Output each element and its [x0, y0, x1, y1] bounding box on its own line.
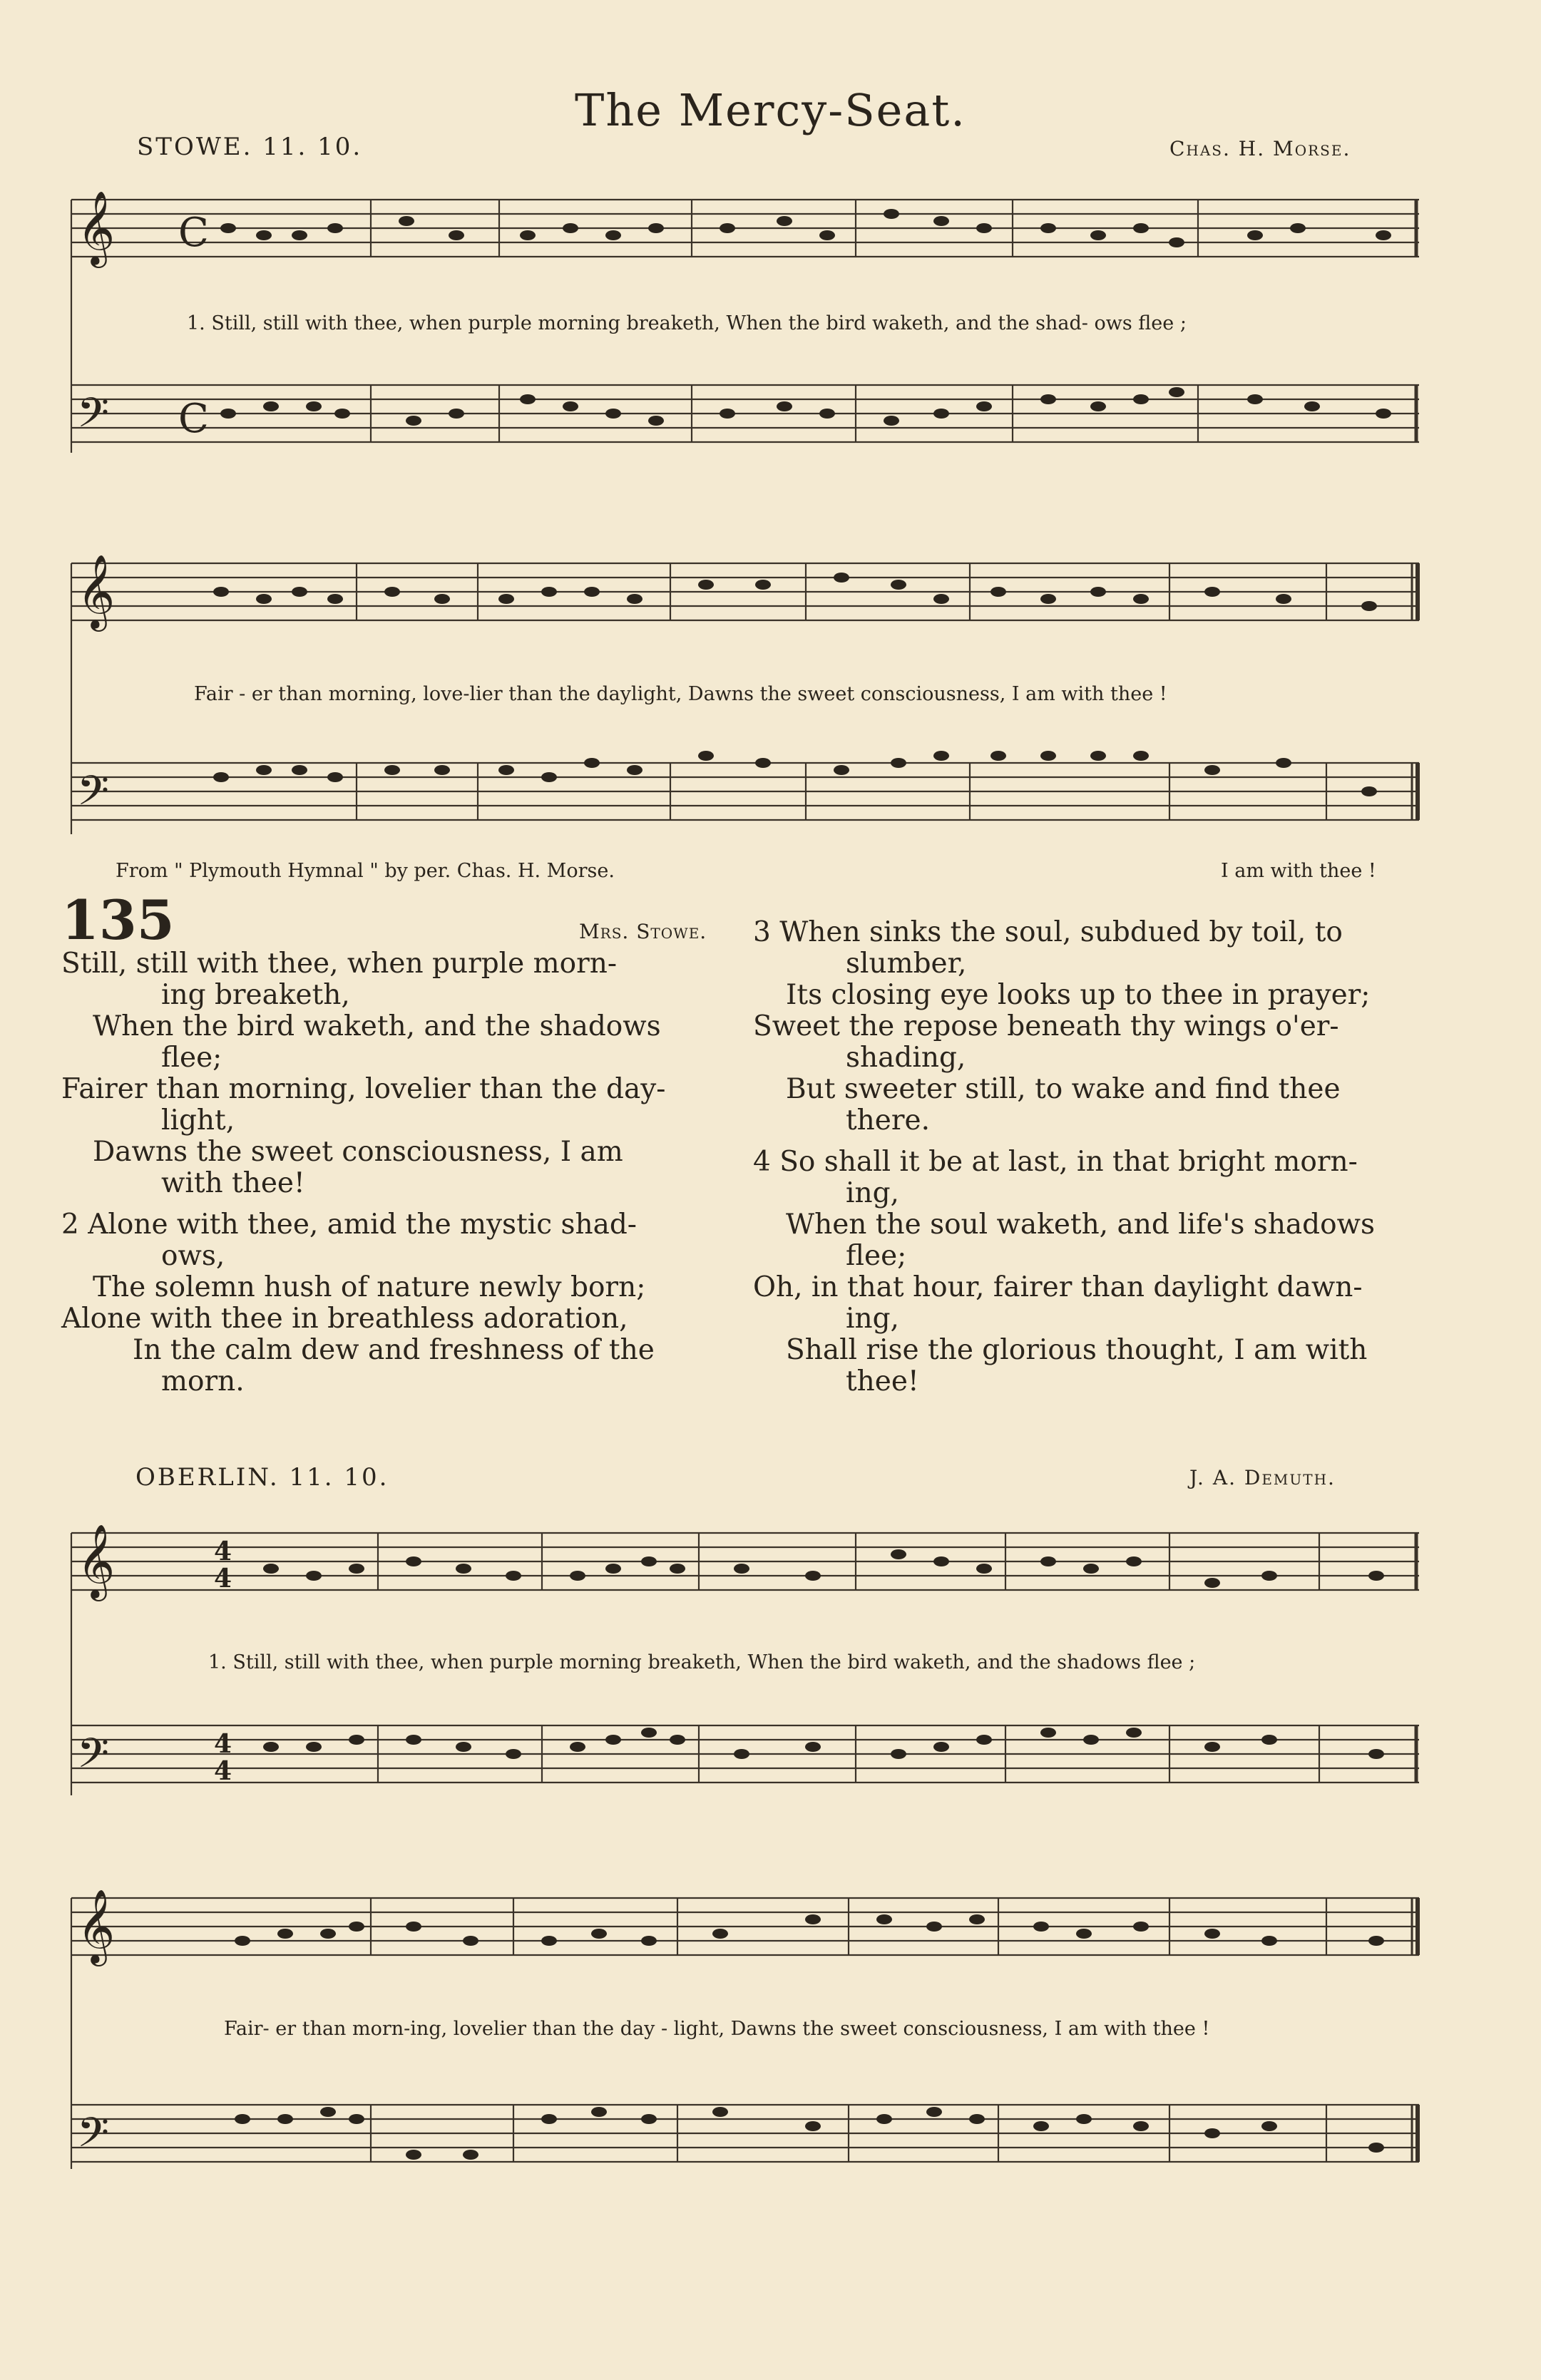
verse-line: flee; [846, 1240, 907, 1272]
verse-line: When the bird waketh, and the shadows [93, 1010, 661, 1042]
svg-text:4: 4 [214, 1537, 232, 1566]
tune-name-oberlin: OBERLIN. 11. 10. [135, 1463, 389, 1492]
verse-line: ows, [161, 1240, 225, 1272]
svg-text:4: 4 [214, 1564, 232, 1594]
verses-column-left [61, 948, 732, 1397]
svg-text:𝄢: 𝄢 [77, 389, 110, 447]
svg-text:C: C [178, 210, 209, 256]
lyric-stowe-line1: 1. Still, still with thee, when purple morning breaketh, When the bird waketh, and the shad- ows flee ; [187, 312, 1187, 334]
ending-text: I am with thee ! [1221, 860, 1376, 882]
verse-line: ing, [846, 1303, 899, 1335]
verse-line: Its closing eye looks up to thee in prayer; [786, 979, 1371, 1011]
verse-line: ing breaketh, [161, 979, 350, 1011]
verse-line: ing, [846, 1177, 899, 1209]
verse-line: Still, still with thee, when purple morn- [61, 948, 618, 980]
lyric-oberlin-line1: 1. Still, still with thee, when purple morning breaketh, When the bird waketh, and the shadows flee ; [208, 1651, 1196, 1673]
verses-column-right [753, 917, 1495, 1397]
verse-line: slumber, [846, 948, 967, 980]
verse-line: Oh, in that hour, fairer than daylight dawn- [753, 1271, 1363, 1303]
svg-text:𝄢: 𝄢 [77, 2108, 110, 2167]
verse-line: flee; [161, 1042, 222, 1074]
verse-line: Alone with thee in breathless adoration, [61, 1303, 628, 1335]
svg-text:4: 4 [214, 1756, 232, 1786]
lyric-stowe-line2: Fair - er than morning, love-lier than the daylight, Dawns the sweet consciousness, I am with thee ! [194, 683, 1167, 705]
hymn-number: 135 [61, 888, 175, 952]
verse-line: Shall rise the glorious thought, I am with [786, 1334, 1368, 1366]
verse-line: When the soul waketh, and life's shadows [786, 1209, 1376, 1241]
verse-line: Fairer than morning, lovelier than the day- [61, 1073, 666, 1105]
source-credit: From " Plymouth Hymnal " by per. Chas. H. Morse. [116, 860, 615, 882]
svg-text:𝄢: 𝄢 [77, 1729, 110, 1787]
verse-line: with thee! [161, 1167, 305, 1199]
tune-name-stowe: STOWE. 11. 10. [137, 133, 363, 161]
verse-line: Sweet the repose beneath thy wings o'er- [753, 1010, 1339, 1042]
verse-line: thee! [846, 1365, 919, 1397]
composer-demuth: J. A. Demuth. [1189, 1466, 1336, 1489]
page-title: The Mercy-Seat. [575, 84, 966, 136]
svg-text:𝄞: 𝄞 [77, 190, 116, 265]
svg-text:𝄞: 𝄞 [77, 554, 116, 629]
verse-line: 3 When sinks the soul, subdued by toil, to [753, 916, 1343, 948]
verse-line: there. [846, 1104, 930, 1137]
verse-line: 2 Alone with thee, amid the mystic shad- [61, 1209, 637, 1241]
verse-line: 4 So shall it be at last, in that bright morn- [753, 1146, 1358, 1178]
svg-text:C: C [178, 396, 209, 442]
verse-line: The solemn hush of nature newly born; [93, 1271, 646, 1303]
composer-morse: Chas. H. Morse. [1169, 137, 1351, 160]
svg-text:𝄞: 𝄞 [77, 1524, 116, 1599]
svg-text:𝄞: 𝄞 [77, 1889, 116, 1964]
svg-text:𝄢: 𝄢 [77, 766, 110, 825]
hymn-author: Mrs. Stowe. [579, 920, 707, 943]
svg-text:4: 4 [214, 1729, 232, 1759]
lyric-oberlin-line2: Fair- er than morn-ing, lovelier than the day - light, Dawns the sweet consciousness, I am with thee ! [224, 2018, 1210, 2040]
verse-line: But sweeter still, to wake and find thee [786, 1073, 1341, 1105]
verse-line: morn. [161, 1365, 245, 1397]
verse-line: light, [161, 1104, 235, 1137]
verse-line: Dawns the sweet consciousness, I am [93, 1136, 623, 1168]
verse-line: shading, [846, 1042, 966, 1074]
verse-line: In the calm dew and freshness of the [133, 1334, 655, 1366]
